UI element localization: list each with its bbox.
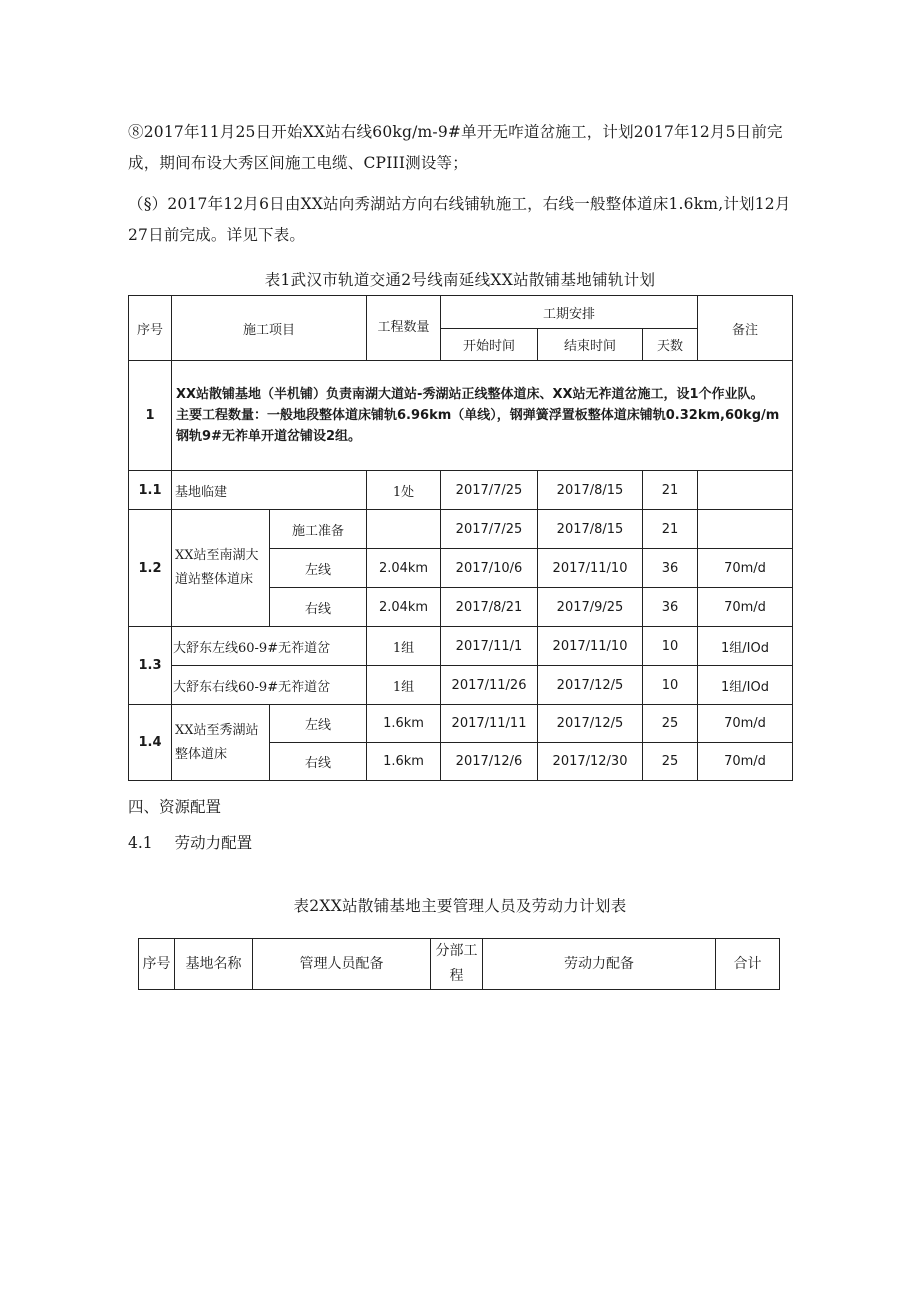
row13-sub-end: 2017/11/10 xyxy=(538,627,643,666)
row14-sub-end: 2017/12/5 xyxy=(538,705,643,743)
paragraph-8: ⑧2017年11月25日开始XX站右线60kg/m-9#单开无咋道岔施工，计划2017年12月5日前完成，期间布设大秀区间施工电缆、CPIII测设等； xyxy=(128,123,783,172)
header-note: 备注 xyxy=(698,296,793,361)
row12-sub-name: 施工准备 xyxy=(270,510,367,549)
row13-sub-days: 10 xyxy=(643,666,698,705)
row12-sub-name: 左线 xyxy=(270,549,367,588)
row12-sub-note xyxy=(698,510,793,549)
section-4-heading: 四、资源配置 xyxy=(128,798,222,816)
row14-sub-start: 2017/12/6 xyxy=(441,743,538,781)
row11-item: 基地临建 xyxy=(172,471,367,510)
row12-sub-qty: 2.04km xyxy=(367,588,441,627)
row14-sub-note: 70m/d xyxy=(698,743,793,781)
row14-sub-days: 25 xyxy=(643,705,698,743)
row13-sub-end: 2017/12/5 xyxy=(538,666,643,705)
header-schedule: 工期安排 xyxy=(441,296,698,329)
row12-sub-note: 70m/d xyxy=(698,588,793,627)
row14-sub-days: 25 xyxy=(643,743,698,781)
row14-sub-start: 2017/11/11 xyxy=(441,705,538,743)
table2-caption: 表2XX站散铺基地主要管理人员及劳动力计划表 xyxy=(293,897,627,915)
t2-header-mgmt: 管理人员配备 xyxy=(253,939,431,990)
t2-header-base: 基地名称 xyxy=(175,939,253,990)
header-item: 施工项目 xyxy=(172,296,367,361)
t2-header-total: 合计 xyxy=(716,939,780,990)
table2 xyxy=(138,938,780,990)
row11-end: 2017/8/15 xyxy=(538,471,643,510)
row14-seq: 1.4 xyxy=(129,705,172,781)
row12-sub-start: 2017/10/6 xyxy=(441,549,538,588)
row14-sub-qty: 1.6km xyxy=(367,743,441,781)
row1-desc-line2: 主要工程数量：一般地段整体道床铺轨6.96km（单线），钢弹簧浮置板整体道床铺轨0.32km,60kg/m钢轨9#无祚单开道岔铺设2组。 xyxy=(176,408,780,444)
t2-header-seq: 序号 xyxy=(139,939,175,990)
row13-sub-qty: 1组 xyxy=(367,666,441,705)
row14-sub-name: 左线 xyxy=(270,705,367,743)
row14-sub-end: 2017/12/30 xyxy=(538,743,643,781)
row13-sub-name: 大舒东左线60-9#无祚道岔 xyxy=(172,627,367,666)
row12-sub-days: 21 xyxy=(643,510,698,549)
row14-sub-note: 70m/d xyxy=(698,705,793,743)
header-end: 结束时间 xyxy=(538,329,643,361)
row13-sub-note: 1组/IOd xyxy=(698,666,793,705)
row12-sub-note: 70m/d xyxy=(698,549,793,588)
t2-header-sub: 分部工程 xyxy=(431,939,483,990)
row12-item: XX站至南湖大道站整体道床 xyxy=(172,510,270,627)
paragraph-9: （§）2017年12月6日由XX站向秀湖站方向右线铺轨施工，右线一般整体道床1.6km,计划12月27日前完成。详见下表。 xyxy=(128,195,791,244)
row1-desc-line1: XX站散铺基地（半机铺）负责南湖大道站-秀湖站正线整体道床、XX站无祚道岔施工，设1个作业队。 xyxy=(176,387,764,402)
section-4-1-title: 劳动力配置 xyxy=(174,834,253,852)
row13-sub-start: 2017/11/26 xyxy=(441,666,538,705)
header-days: 天数 xyxy=(643,329,698,361)
row11-seq: 1.1 xyxy=(129,471,172,510)
row12-seq: 1.2 xyxy=(129,510,172,627)
row11-days: 21 xyxy=(643,471,698,510)
row12-sub-end: 2017/9/25 xyxy=(538,588,643,627)
row14-item: XX站至秀湖站整体道床 xyxy=(172,705,270,781)
header-seq: 序号 xyxy=(129,296,172,361)
row12-sub-end: 2017/8/15 xyxy=(538,510,643,549)
row11-qty: 1处 xyxy=(367,471,441,510)
header-qty xyxy=(367,296,441,361)
section-4-1-number: 4.1 xyxy=(128,834,153,852)
row13-sub-note: 1组/IOd xyxy=(698,627,793,666)
row11-note xyxy=(698,471,793,510)
row12-sub-start: 2017/7/25 xyxy=(441,510,538,549)
row13-sub-days: 10 xyxy=(643,627,698,666)
row14-sub-name: 右线 xyxy=(270,743,367,781)
row12-sub-qty xyxy=(367,510,441,549)
row14-sub-qty: 1.6km xyxy=(367,705,441,743)
header-start: 开始时间 xyxy=(441,329,538,361)
table1-caption: 表1武汉市轨道交通2号线南延线XX站散铺基地铺轨计划 xyxy=(264,271,656,289)
row12-sub-end: 2017/11/10 xyxy=(538,549,643,588)
row13-seq: 1.3 xyxy=(129,627,172,705)
row12-sub-days: 36 xyxy=(643,549,698,588)
row13-sub-qty: 1组 xyxy=(367,627,441,666)
t2-header-labor: 劳动力配备 xyxy=(483,939,716,990)
row13-sub-name: 大舒东右线60-9#无祚道岔 xyxy=(172,666,367,705)
section-4-1-heading xyxy=(128,831,252,853)
row13-sub-start: 2017/11/1 xyxy=(441,627,538,666)
header-qty-text: 工程数量 xyxy=(377,320,430,335)
row12-sub-name: 右线 xyxy=(270,588,367,627)
row12-sub-days: 36 xyxy=(643,588,698,627)
row1-desc xyxy=(172,361,793,471)
table1 xyxy=(128,295,793,781)
row12-sub-start: 2017/8/21 xyxy=(441,588,538,627)
row1-seq: 1 xyxy=(129,361,172,471)
row12-sub-qty: 2.04km xyxy=(367,549,441,588)
row11-start: 2017/7/25 xyxy=(441,471,538,510)
